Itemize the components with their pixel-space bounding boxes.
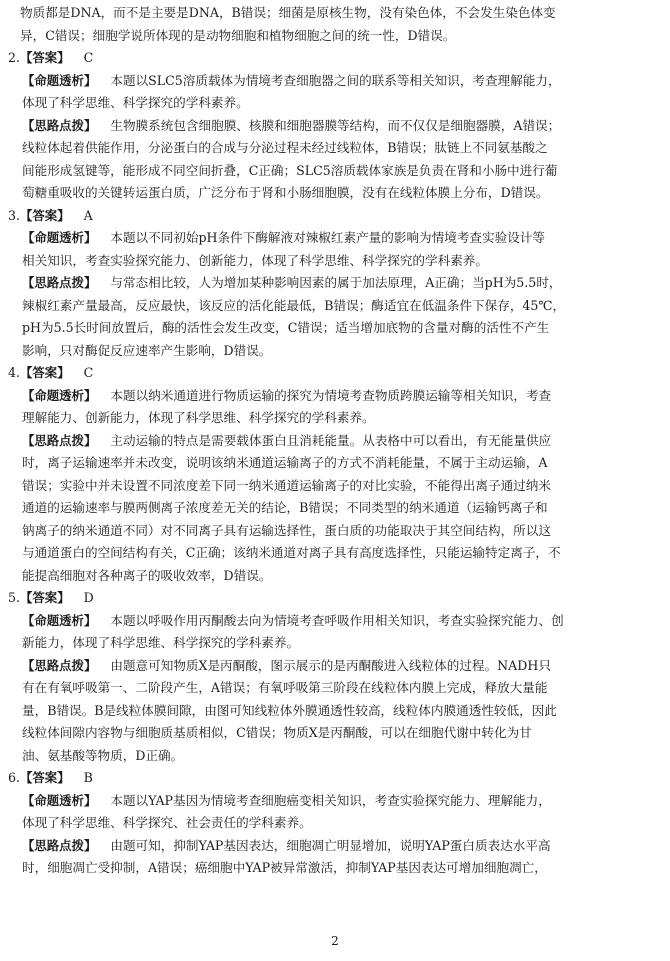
hint-label: 【思路点拨】 — [22, 432, 97, 448]
question-2-answer — [8, 47, 654, 70]
text-line: 错误；实验中并未设置不同浓度差下同一纳米通道运输离子的对比实验，不能得出离子通过纳米 — [22, 477, 551, 493]
hint-label: 【思路点拨】 — [22, 275, 97, 290]
hint-label: 【思路点拨】 — [22, 657, 97, 673]
text-line: 体现了科学思维、科学探究、社会责任的学科素养。 — [22, 815, 312, 830]
intent-line: 【命题透析】 本题以YAP基因为情境考查细胞癌变相关知识，考查实验探究能力、理解能力， — [22, 792, 551, 808]
hint-line: 【思路点拨】 由题意可知物质X是丙酮酸，图示展示的是丙酮酸进入线粒体的过程。NADH只 — [22, 657, 551, 673]
answer-value: A — [83, 207, 93, 223]
text-line: 相关知识，考查实验探究能力、创新能力，体现了科学思维、科学探究的学科素养。 — [22, 252, 488, 268]
text-line: 量，B错误。B是线粒体膜间隙，由图可知线粒体外膜通透性较高，线粒体内膜通透性较低，因此 — [22, 702, 557, 718]
hint-line: 【思路点拨】 与常态相比较，人为增加某种影响因素的属于加法原理，A正确；当pH为5.5时， — [22, 275, 562, 290]
question-number: 2. — [8, 50, 21, 65]
text-line: pH为5.5长时间放置后，酶的活性会发生改变，C错误；适当增加底物的含量对酶的活性不产生 — [22, 320, 550, 335]
question-number: 5. — [8, 590, 21, 605]
answer-label: 【答案】 — [20, 207, 70, 223]
text-line: 时，离子运输速率并未改变，说明该纳米通道运输离子的方式不消耗能量，不属于主动运输，A — [22, 455, 548, 470]
text-line: 辣椒红素产量最高，反应最快，该反应的活化能最低，B错误；酶适宜在低温条件下保存，45℃， — [22, 297, 566, 313]
answer-label: 【答案】 — [20, 50, 70, 65]
answer-label: 【答案】 — [20, 770, 70, 785]
hint-line: 【思路点拨】 由题可知，抑制YAP基因表达，细胞凋亡明显增加，说明YAP蛋白质表达水平高 — [22, 837, 551, 853]
question-6-answer — [8, 767, 654, 790]
intent-label: 【命题透析】 — [22, 72, 97, 88]
text-line: 时，细胞凋亡受抑制，A错误；癌细胞中YAP被异常激活，抑制YAP基因表达可增加细胞凋亡， — [22, 860, 547, 875]
text-line: 新能力，体现了科学思维、科学探究的学科素养。 — [22, 635, 300, 650]
question-number: 3. — [8, 207, 21, 223]
question-4-answer — [8, 362, 654, 385]
text-line: 理解能力、创新能力，体现了科学思维、科学探究的学科素养。 — [22, 410, 375, 425]
question-5-answer — [8, 587, 654, 610]
answer-label: 【答案】 — [20, 365, 70, 380]
answer-label: 【答案】 — [20, 590, 70, 605]
text-line: 物质都是DNA，而不是主要是DNA，B错误；细菌是原核生物，没有染色体，不会发生染色体变 — [20, 5, 556, 20]
text-line: 间能形成氢键等，能形成不同空间折叠，C正确；SLC5溶质载体家族是负责在肾和小肠中进行葡 — [22, 162, 558, 178]
question-3-answer — [8, 205, 654, 228]
text-line: 通道的运输速率与膜两侧离子浓度差无关的结论，B错误；不同类型的纳米通道（运输钙离子和 — [22, 500, 548, 515]
text-line: 萄糖重吸收的关键转运蛋白质，广泛分布于肾和小肠细胞膜，没有在线粒体膜上分布，D错误。 — [22, 185, 549, 200]
intent-label: 【命题透析】 — [22, 612, 97, 628]
question-number: 4. — [8, 365, 21, 380]
answer-value: C — [83, 50, 94, 65]
hint-line: 【思路点拨】 主动运输的特点是需要载体蛋白且消耗能量。从表格中可以看出，有无能量供应 — [22, 432, 552, 448]
question-number: 6. — [8, 770, 21, 785]
intent-line: 【命题透析】 本题以呼吸作用丙酮酸去向为情境考查呼吸作用相关知识，考查实验探究能力、创 — [22, 612, 564, 628]
answer-value: B — [83, 770, 93, 785]
hint-label: 【思路点拨】 — [22, 837, 97, 853]
hint-line: 【思路点拨】 生物膜系统包含细胞膜、核膜和细胞器膜等结构，而不仅仅是细胞器膜，A错误； — [22, 117, 561, 133]
text-line: 异，C错误；细胞学说所体现的是动物细胞和植物细胞之间的统一性，D错误。 — [20, 27, 456, 43]
intent-label: 【命题透析】 — [22, 230, 97, 245]
text-line: 线粒体间隙内容物与细胞质基质相似，C错误；物质X是丙酮酸，可以在细胞代谢中转化为甘 — [22, 725, 532, 740]
text-line: 影响，只对酶促反应速率产生影响，D错误。 — [22, 342, 272, 358]
text-line: 钠离子的纳米通道不同）对不同离子具有运输选择性，蛋白质的功能取决于其空间结构，所以这 — [22, 522, 551, 538]
text-line: 与通道蛋白的空间结构有关，C正确；该纳米通道对离子具有高度选择性，只能运输特定离子，不 — [22, 545, 561, 560]
intent-label: 【命题透析】 — [22, 792, 97, 808]
text-line: 油、氨基酸等物质，D正确。 — [22, 747, 184, 763]
text-line: 能提高细胞对各种离子的吸收效率，D错误。 — [22, 567, 272, 583]
text-line: 有在有氧呼吸第一、二阶段产生，A错误；有氧呼吸第三阶段在线粒体内膜上完成，释放大量能 — [22, 680, 548, 695]
hint-label: 【思路点拨】 — [22, 117, 97, 133]
answer-value: C — [83, 365, 94, 380]
intent-line: 【命题透析】 本题以纳米通道进行物质运输的探究为情境考查物质跨膜运输等相关知识，考查 — [22, 387, 552, 403]
text-line: 体现了科学思维、科学探究的学科素养。 — [22, 95, 249, 110]
intent-line: 【命题透析】 本题以SLC5溶质载体为情境考查细胞器之间的联系等相关知识，考查理解能力， — [22, 72, 561, 88]
text-line: 线粒体起着供能作用，分泌蛋白的合成与分泌过程未经过线粒体，B错误；肽链上不同氨基酸之 — [22, 140, 548, 155]
intent-label: 【命题透析】 — [22, 387, 97, 403]
intent-line: 【命题透析】 本题以不同初始pH条件下酶解液对辣椒红素产量的影响为情境考查实验设计等 — [22, 230, 545, 245]
answer-value: D — [83, 590, 94, 605]
page-number: 2 — [331, 934, 339, 948]
